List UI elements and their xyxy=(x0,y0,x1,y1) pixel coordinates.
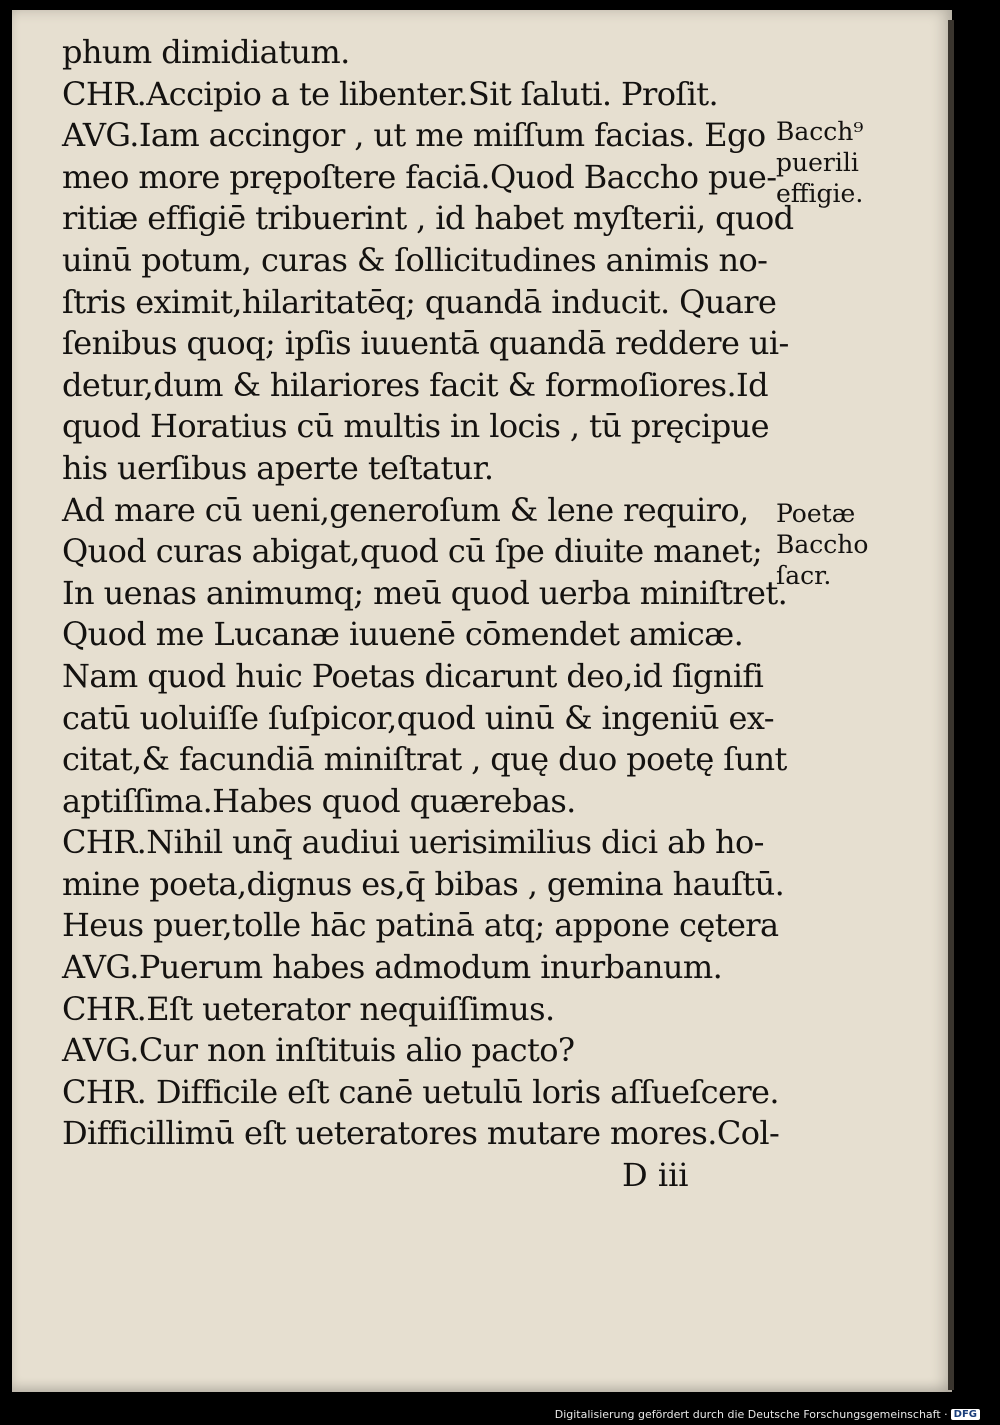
credit-text: Digitalisierung gefördert durch die Deutsche Forschungsgemeinschaft · xyxy=(554,1408,948,1421)
dfg-logo-icon: DFG xyxy=(951,1409,980,1420)
marginal-note-poetae xyxy=(776,498,868,591)
text-line: uinū potum, curas & ſollicitudines animis no- xyxy=(62,240,768,279)
text-line: his uerſibus aperte teſtatur. xyxy=(62,448,494,487)
text-line: AVG.Puerum habes admodum inurbanum. xyxy=(62,948,723,987)
text-line: CHR. Difficile eſt canē uetulū loris aſſueſcere. xyxy=(62,1072,779,1111)
text-line: Quod me Lucanæ iuuenē cōmendet amicæ. xyxy=(62,615,744,654)
text-line: Difficillimū eſt ueteratores mutare mores.Col- xyxy=(62,1114,780,1153)
text-line: catū uoluiſſe ſuſpicor,quod uinū & ingeniū ex- xyxy=(62,698,774,737)
text-line: In uenas animumq; meū quod uerba miniſtret. xyxy=(62,573,788,612)
marginal-note-line: Bacch⁹ xyxy=(776,117,864,146)
marginal-note-line: puerili xyxy=(776,148,859,177)
text-line: phum dimidiatum. xyxy=(62,33,350,71)
main-text-block xyxy=(62,32,794,1195)
text-line: CHR.Eſt ueterator nequiſſimus. xyxy=(62,989,555,1028)
marginal-note-line: effigie. xyxy=(776,179,864,208)
text-line: Heus puer,tolle hāc patinā atq; appone cętera xyxy=(62,906,779,945)
page-edge-shadow xyxy=(948,20,954,1390)
text-line: aptiſſima.Habes quod quærebas. xyxy=(62,781,576,820)
text-line: citat,& facundiā miniſtrat , quę duo poetę ſunt xyxy=(62,740,787,779)
text-line: Ad mare cū ueni,generoſum & lene requiro, xyxy=(62,490,749,529)
text-line: AVG.Iam accingor , ut me miſſum facias. Ego xyxy=(62,116,766,155)
text-line: CHR.Nihil unq̄ audiui uerisimilius dici ab ho- xyxy=(62,823,764,862)
text-line: mine poeta,dignus es,q̄ bibas , gemina hauſtū. xyxy=(62,864,785,903)
text-line: AVG.Cur non inſtituis alio pacto? xyxy=(62,1031,575,1070)
book-page xyxy=(12,10,952,1392)
text-line: ritiæ effigiē tribuerint , id habet myſterii, quod xyxy=(62,199,794,238)
marginal-note-line: Poetæ xyxy=(776,499,856,528)
text-line: Quod curas abigat,quod cū ſpe diuite manet; xyxy=(62,532,763,571)
text-line: meo more prępoſtere faciā.Quod Baccho pue- xyxy=(62,157,777,196)
text-line: CHR.Accipio a te libenter.Sit ſaluti. Proſit. xyxy=(62,74,719,113)
text-line: detur,dum & hilariores facit & formoſiores.Id xyxy=(62,365,768,404)
marginal-note-bacchus xyxy=(776,116,863,209)
digitization-credit xyxy=(555,1408,980,1421)
text-line: quod Horatius cū multis in locis , tū pręcipue xyxy=(62,407,769,446)
text-line: Nam quod huic Poetas dicarunt deo,id ſignifi xyxy=(62,656,764,695)
text-line: ſtris eximit,hilaritatēq; quandā inducit. Quare xyxy=(62,282,777,321)
marginal-note-line: ſacr. xyxy=(776,561,832,590)
signature-mark: D iii xyxy=(622,1156,689,1195)
marginal-note-line: Baccho xyxy=(776,530,869,559)
text-line: ſenibus quoq; ipſis iuuentā quandā reddere ui- xyxy=(62,324,789,363)
